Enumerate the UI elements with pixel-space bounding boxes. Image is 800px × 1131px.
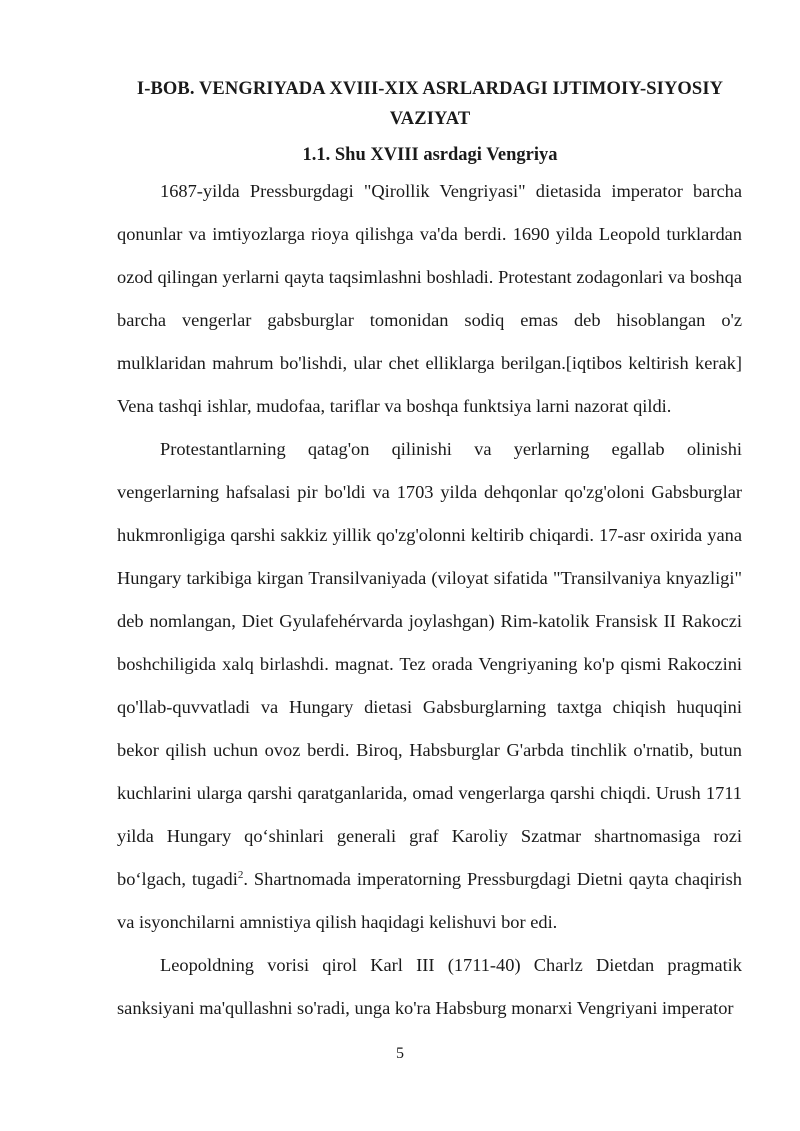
paragraph-1: 1687-yilda Pressburgdagi "Qirollik Vengriyasi" dietasida imperator barcha qonunlar va imtiyozlarga rioya qilishga va'da berdi. 1690 yilda Leopold turklardan ozod qilingan yerlarni qayta taqsimlashni boshladi. Protestant zodagonlari va boshqa barcha vengerlar gabsburglar tomonidan sodiq emas deb hisoblangan o'z mulklaridan mahrum bo'lishdi, ular chet elliklarga berilgan.[iqtibos keltirish kerak] Vena tashqi ishlar, mudofaa, tariflar va boshqa funktsiya larni nazorat qildi. <box>117 181 742 416</box>
footnote-reference[interactable]: 2 <box>237 868 244 881</box>
chapter-title: I-BOB. VENGRIYADA XVIII-XIX ASRLARDAGI IJTIMOIY-SIYOSIY VAZIYAT <box>136 79 724 129</box>
paragraph-2-text: Protestantlarning qatag'on qilinishi va yerlarning egallab olinishi vengerlarning hafsalasi pir bo'ldi va 1703 yilda dehqonlar qo'zg'oloni Gabsburglar hukmronligiga qarshi sakkiz yillik qo'zg'olonni keltirib chiqardi. 17-asr oxirida yana Hungary tarkibiga kirgan Transilvaniyada (viloyat sifatida "Transilvaniya knyazligi" deb nomlangan, Diet Gyulafehérvarda joylashgan) Rim-katolik Fransisk II Rakoczi boshchiligida xalq birlashdi. magnat. Tez orada Vengriyaning ko'p qismi Rakoczini qo'llab-quvvatladi va Hungary dietasi Gabsburglarning taxtga chiqish huquqini bekor qilish uchun ovoz berdi. Biroq, Habsburglar G'arbda tinchlik o'rnatib, butun kuchlarini ularga qarshi qaratganlarida, omad vengerlarga qarshi chiqdi. Urush 1711 yilda Hungary qo‘shinlari generali graf Karoliy Szatmar shartnomasiga rozi bo‘lgach, tugadi <box>117 439 742 889</box>
page-number: 5 <box>396 1045 404 1062</box>
section-title: 1.1. Shu XVIII asrdagi Vengriya <box>302 145 558 165</box>
paragraph-3: Leopoldning vorisi qirol Karl III (1711-40) Charlz Dietdan pragmatik sanksiyani ma'qullashni so'radi, unga ko'ra Habsburg monarxi Vengriyani imperator <box>117 955 742 1018</box>
paragraph-2-text-continued: . Shartnomada imperatorning Pressburgdagi Dietni qayta chaqirish va isyonchilarni amnistiya qilish haqidagi kelishuvi bor edi. <box>117 869 742 932</box>
paragraph-2 <box>117 428 742 944</box>
body-text <box>117 170 742 1030</box>
